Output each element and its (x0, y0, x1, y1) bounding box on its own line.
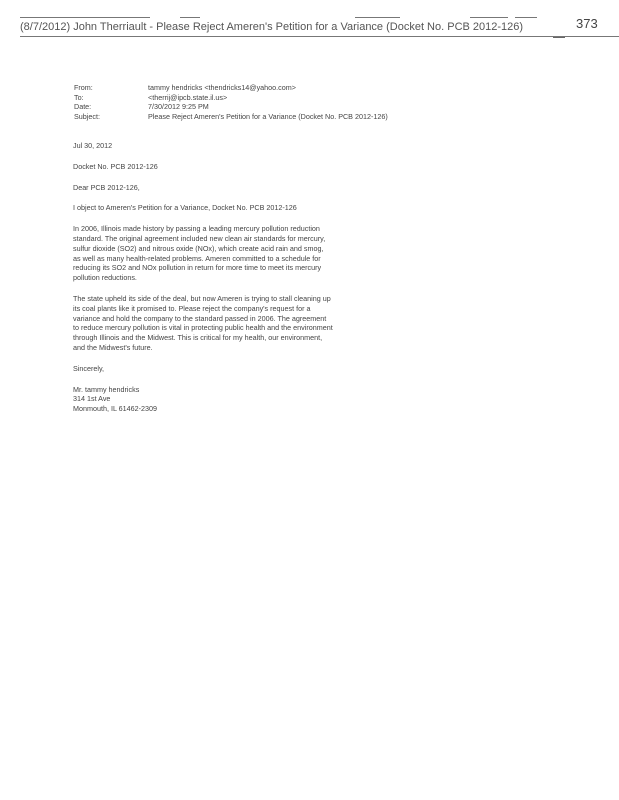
from-label: From: (74, 83, 93, 92)
letter-paragraph-2: The state upheld its side of the deal, but now Ameren is trying to stall cleaning up its coal plants like it promised to. Please reject the company's request for a variance and hold the company to the standard passed in 2006. The agreement to reduce mercury pollution is vital in protecting public health and the environment through Illinois and the Midwest. This is critical for my health, our environment, and the Midwest's future. (73, 293, 333, 352)
signature-block (73, 385, 333, 414)
signature-city: Monmouth, IL 61462-2309 (73, 404, 158, 414)
to-label: To: (74, 92, 84, 102)
page-number: 373 (576, 16, 598, 31)
date-label: Date: (74, 102, 92, 112)
subject-label: Subject: (74, 111, 100, 121)
letter-subject-line: I object to Ameren's Petition for a Variance, Docket No. PCB 2012-126 (73, 203, 297, 213)
signature-address: 314 1st Ave (73, 394, 111, 404)
letter-body (73, 141, 333, 414)
letter-date: Jul 30, 2012 (73, 141, 113, 150)
header-ticks (20, 17, 619, 23)
letter-paragraph-1: In 2006, Illinois made history by passing a leading mercury pollution reduction standard. The original agreement included new clean air standards for mercury, sulfur dioxide (SO2) and nitrous oxide (NOx), which create acid rain and smog, as well as many health-related problems. Ameren committed to a schedule for reducing its SO2 and NOx pollution in return for more time to meet its mercury pollution reductions. (73, 224, 326, 283)
signature-name: Mr. tammy hendricks (73, 384, 140, 394)
letter-closing: Sincerely, (73, 363, 105, 373)
header-title: (8/7/2012) John Therriault - Please Reject Ameren's Petition for a Variance (Docket No. PCB 2012-126) (20, 21, 524, 33)
letter-salutation: Dear PCB 2012-126, (73, 182, 140, 192)
page-number-mark (553, 37, 565, 38)
from-value: tammy hendricks <thendricks14@yahoo.com> (148, 83, 296, 92)
letter-docket: Docket No. PCB 2012-126 (73, 161, 158, 171)
date-value: 7/30/2012 9:25 PM (148, 102, 209, 112)
subject-value: Please Reject Ameren's Petition for a Variance (Docket No. PCB 2012-126) (148, 111, 388, 121)
document-header (20, 21, 619, 33)
to-value: <therrij@ipcb.state.il.us> (148, 92, 228, 102)
header-rule (20, 36, 619, 37)
